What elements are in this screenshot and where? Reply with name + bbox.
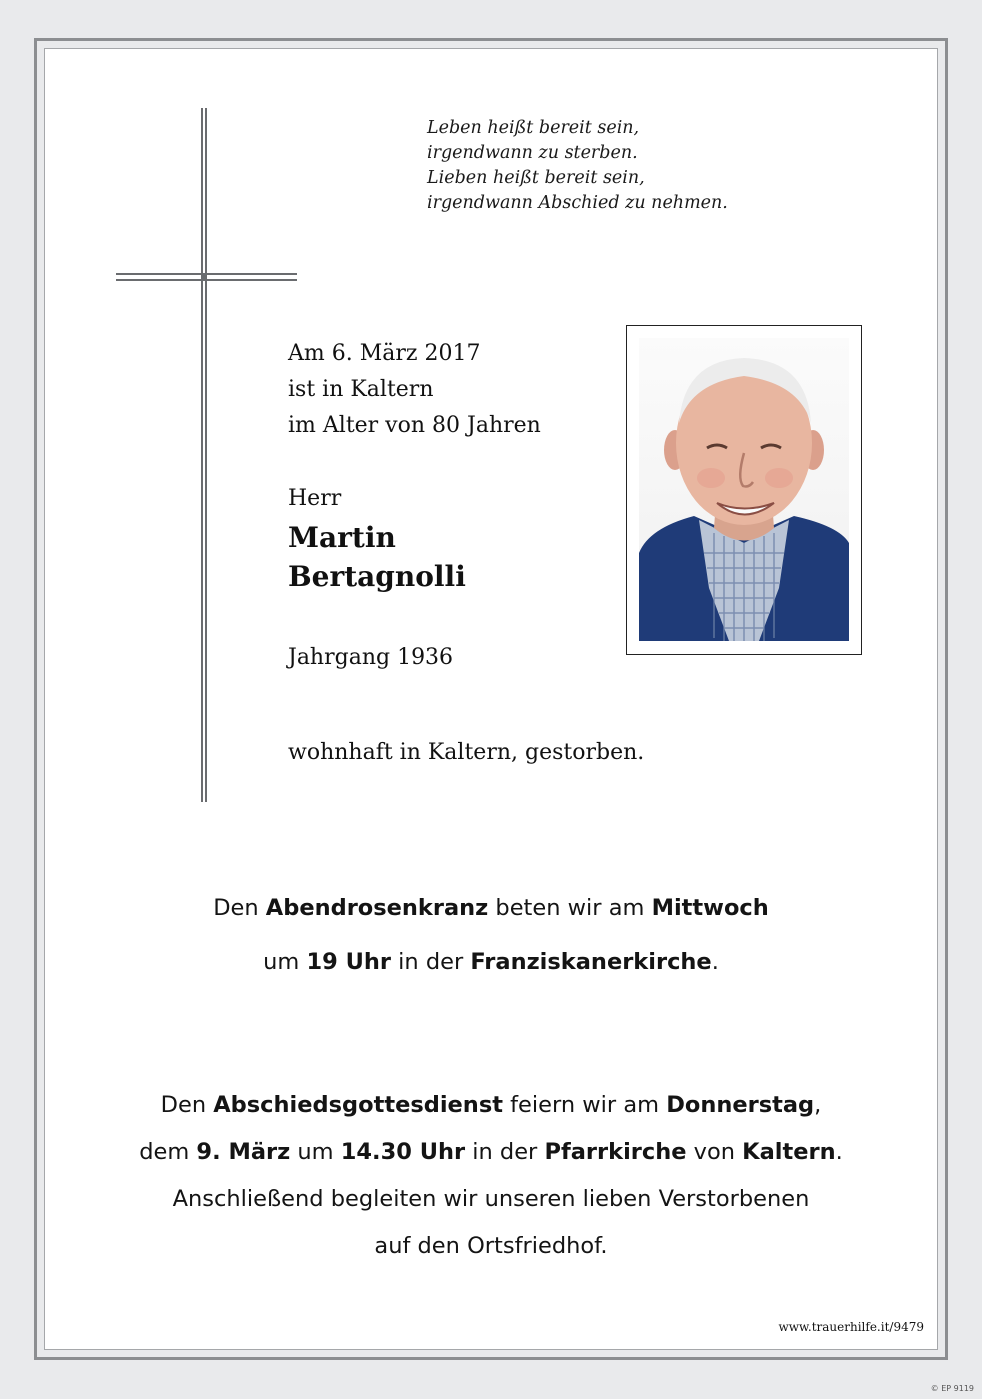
poem-line: irgendwann Abschied zu nehmen. — [427, 193, 728, 213]
funeral-line-1: Den Abschiedsgottesdienst feiern wir am Donnerstag, — [160, 1092, 822, 1118]
funeral-date: 9. März — [196, 1139, 291, 1165]
deceased-name — [288, 518, 466, 596]
birth-year: Jahrgang 1936 — [288, 645, 454, 670]
death-announcement — [288, 336, 541, 444]
poem — [427, 116, 847, 216]
ep-code: © EP 9119 — [930, 1384, 974, 1393]
cross-joint — [203, 275, 205, 279]
salutation: Herr — [288, 486, 342, 511]
funeral-town: Kaltern — [742, 1139, 836, 1165]
funeral-day: Donnerstag — [666, 1092, 815, 1118]
funeral-line-4: auf den Ortsfriedhof. — [374, 1233, 608, 1259]
cross-vertical-bar — [201, 108, 207, 802]
death-place: ist in Kaltern — [288, 377, 434, 402]
age-at-death: im Alter von 80 Jahren — [288, 413, 541, 438]
funeral-event: Abschiedsgottesdienst — [213, 1092, 503, 1118]
death-date: Am 6. März 2017 — [288, 341, 481, 366]
cross-horizontal-bar — [116, 273, 297, 281]
rosary-line-1: Den Abendrosenkranz beten wir am Mittwoch — [213, 895, 769, 921]
funeral-church: Pfarrkirche — [544, 1139, 687, 1165]
first-name: Martin — [288, 521, 396, 554]
portrait-illustration — [639, 338, 849, 641]
rosary-day: Mittwoch — [651, 895, 769, 921]
trauerhilfe-link[interactable]: www.trauerhilfe.it/9479 — [778, 1320, 924, 1334]
funeral-line-2: dem 9. März um 14.30 Uhr in der Pfarrkirche von Kaltern. — [139, 1139, 843, 1165]
rosary-event: Abendrosenkranz — [265, 895, 489, 921]
poem-line: Lieben heißt bereit sein, — [427, 168, 645, 188]
portrait-photo — [639, 338, 849, 641]
poem-line: irgendwann zu sterben. — [427, 143, 638, 163]
residence-line: wohnhaft in Kaltern, gestorben. — [288, 740, 645, 765]
funeral-line-3: Anschließend begleiten wir unseren lieben Verstorbenen — [172, 1186, 810, 1212]
last-name: Bertagnolli — [288, 560, 466, 593]
funeral-time: 14.30 Uhr — [340, 1139, 466, 1165]
poem-line: Leben heißt bereit sein, — [427, 118, 640, 138]
rosary-announcement — [44, 881, 938, 989]
rosary-time: 19 Uhr — [306, 949, 392, 975]
funeral-announcement — [44, 1082, 938, 1270]
rosary-line-2: um 19 Uhr in der Franziskanerkirche. — [263, 949, 719, 975]
rosary-church: Franziskanerkirche — [470, 949, 712, 975]
